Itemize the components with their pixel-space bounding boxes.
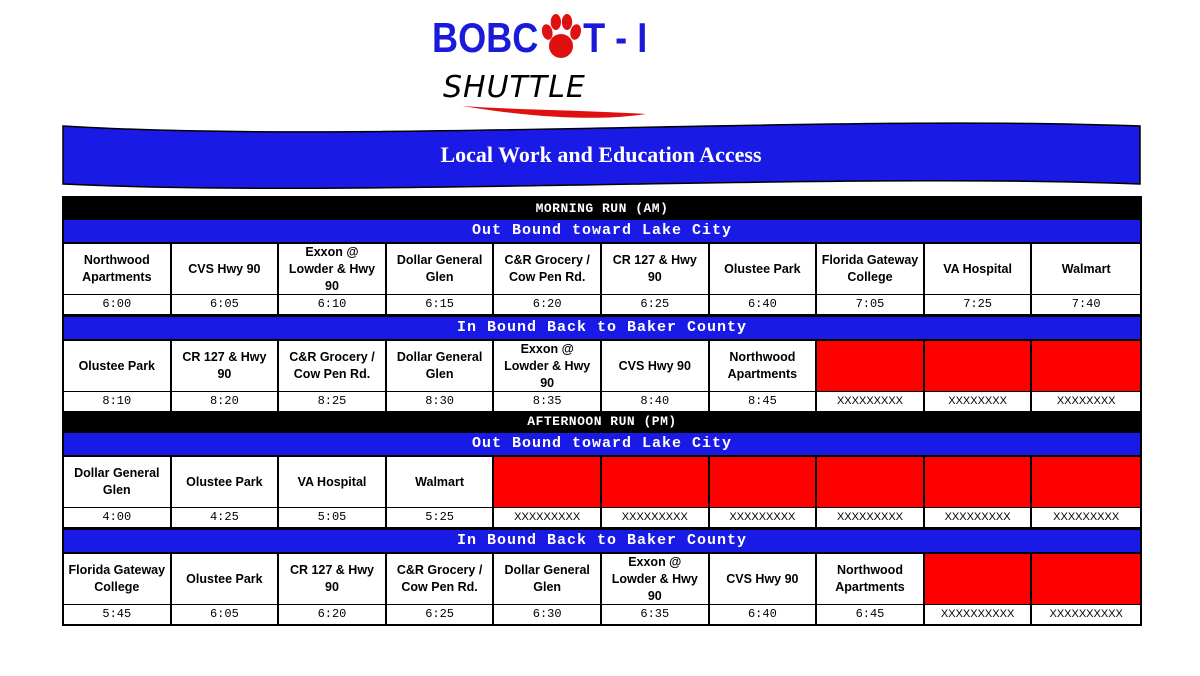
placeholder-time-cell: XXXXXXXXX [1032,507,1140,527]
time-cell: 6:00 [64,294,172,314]
stop-cell: CR 127 & Hwy 90 [602,242,710,294]
stops-row [64,339,1140,391]
time-cell: 6:40 [710,604,818,624]
time-cell: 7:25 [925,294,1033,314]
stop-cell: Exxon @ Lowder & Hwy 90 [279,242,387,294]
stop-cell: Walmart [1032,242,1140,294]
blank-stop-cell [925,339,1033,391]
time-cell: 8:20 [172,391,280,411]
time-cell: 6:25 [387,604,495,624]
stop-cell: Olustee Park [710,242,818,294]
section-header-afternoon: AFTERNOON RUN (PM) [64,411,1140,433]
stop-cell: Exxon @ Lowder & Hwy 90 [494,339,602,391]
placeholder-time-cell: XXXXXXXXX [602,507,710,527]
schedule-table [62,196,1142,626]
stop-cell: Florida Gateway College [64,552,172,604]
stop-cell: Northwood Apartments [64,242,172,294]
times-row [64,507,1140,527]
stop-cell: Walmart [387,455,495,507]
stops-row [64,242,1140,294]
stop-cell: Dollar General Glen [64,455,172,507]
placeholder-time-cell: XXXXXXXXX [710,507,818,527]
time-cell: 5:45 [64,604,172,624]
time-cell: 6:15 [387,294,495,314]
stop-cell: Olustee Park [64,339,172,391]
time-cell: 4:25 [172,507,280,527]
time-cell: 8:30 [387,391,495,411]
time-cell: 8:35 [494,391,602,411]
time-cell: 6:30 [494,604,602,624]
time-cell: 6:05 [172,604,280,624]
paw-print-icon [540,12,581,64]
stop-cell: CVS Hwy 90 [602,339,710,391]
stop-cell: Exxon @ Lowder & Hwy 90 [602,552,710,604]
stop-cell: Olustee Park [172,552,280,604]
stop-cell: Dollar General Glen [494,552,602,604]
time-cell: 6:45 [817,604,925,624]
time-cell: 6:10 [279,294,387,314]
time-cell: 4:00 [64,507,172,527]
stop-cell: VA Hospital [279,455,387,507]
time-cell: 6:05 [172,294,280,314]
stop-cell: CVS Hwy 90 [172,242,280,294]
banner-title: Local Work and Education Access [440,142,762,167]
stop-cell: Dollar General Glen [387,242,495,294]
stop-cell: CR 127 & Hwy 90 [279,552,387,604]
stop-cell: Northwood Apartments [817,552,925,604]
logo [432,8,647,68]
section-header-morning: MORNING RUN (AM) [64,198,1140,220]
direction-header: Out Bound toward Lake City [64,220,1140,242]
direction-header: In Bound Back to Baker County [64,314,1140,339]
stop-cell: C&R Grocery / Cow Pen Rd. [387,552,495,604]
time-cell: 6:40 [710,294,818,314]
stop-cell: CVS Hwy 90 [710,552,818,604]
placeholder-time-cell: XXXXXXXX [925,391,1033,411]
placeholder-time-cell: XXXXXXXXX [494,507,602,527]
shuttle-subtitle: SHUTTLE [443,70,586,105]
blank-stop-cell [710,455,818,507]
placeholder-time-cell: XXXXXXXXX [817,391,925,411]
blank-stop-cell [817,455,925,507]
times-row [64,604,1140,624]
blank-stop-cell [925,455,1033,507]
placeholder-time-cell: XXXXXXXXX [925,507,1033,527]
placeholder-time-cell: XXXXXXXXXX [1032,604,1140,624]
blank-stop-cell [602,455,710,507]
stops-row [64,552,1140,604]
blank-stop-cell [1032,339,1140,391]
logo-text-part2: T - I [583,14,648,61]
time-cell: 6:20 [494,294,602,314]
stop-cell: Dollar General Glen [387,339,495,391]
times-row [64,391,1140,411]
time-cell: 8:25 [279,391,387,411]
direction-header: Out Bound toward Lake City [64,433,1140,455]
times-row [64,294,1140,314]
stops-row [64,455,1140,507]
time-cell: 6:20 [279,604,387,624]
blank-stop-cell [925,552,1033,604]
stop-cell: CR 127 & Hwy 90 [172,339,280,391]
time-cell: 6:35 [602,604,710,624]
stop-cell: Florida Gateway College [817,242,925,294]
time-cell: 8:45 [710,391,818,411]
time-cell: 6:25 [602,294,710,314]
placeholder-time-cell: XXXXXXXX [1032,391,1140,411]
time-cell: 8:40 [602,391,710,411]
blank-stop-cell [1032,455,1140,507]
time-cell: 8:10 [64,391,172,411]
logo-text-part1: BOBC [432,14,539,61]
time-cell: 7:05 [817,294,925,314]
placeholder-time-cell: XXXXXXXXX [817,507,925,527]
time-cell: 7:40 [1032,294,1140,314]
blank-stop-cell [817,339,925,391]
placeholder-time-cell: XXXXXXXXXX [925,604,1033,624]
time-cell: 5:25 [387,507,495,527]
blank-stop-cell [1032,552,1140,604]
stop-cell: Olustee Park [172,455,280,507]
stop-cell: C&R Grocery / Cow Pen Rd. [494,242,602,294]
stop-cell: C&R Grocery / Cow Pen Rd. [279,339,387,391]
time-cell: 5:05 [279,507,387,527]
stop-cell: Northwood Apartments [710,339,818,391]
direction-header: In Bound Back to Baker County [64,527,1140,552]
blank-stop-cell [494,455,602,507]
stop-cell: VA Hospital [925,242,1033,294]
